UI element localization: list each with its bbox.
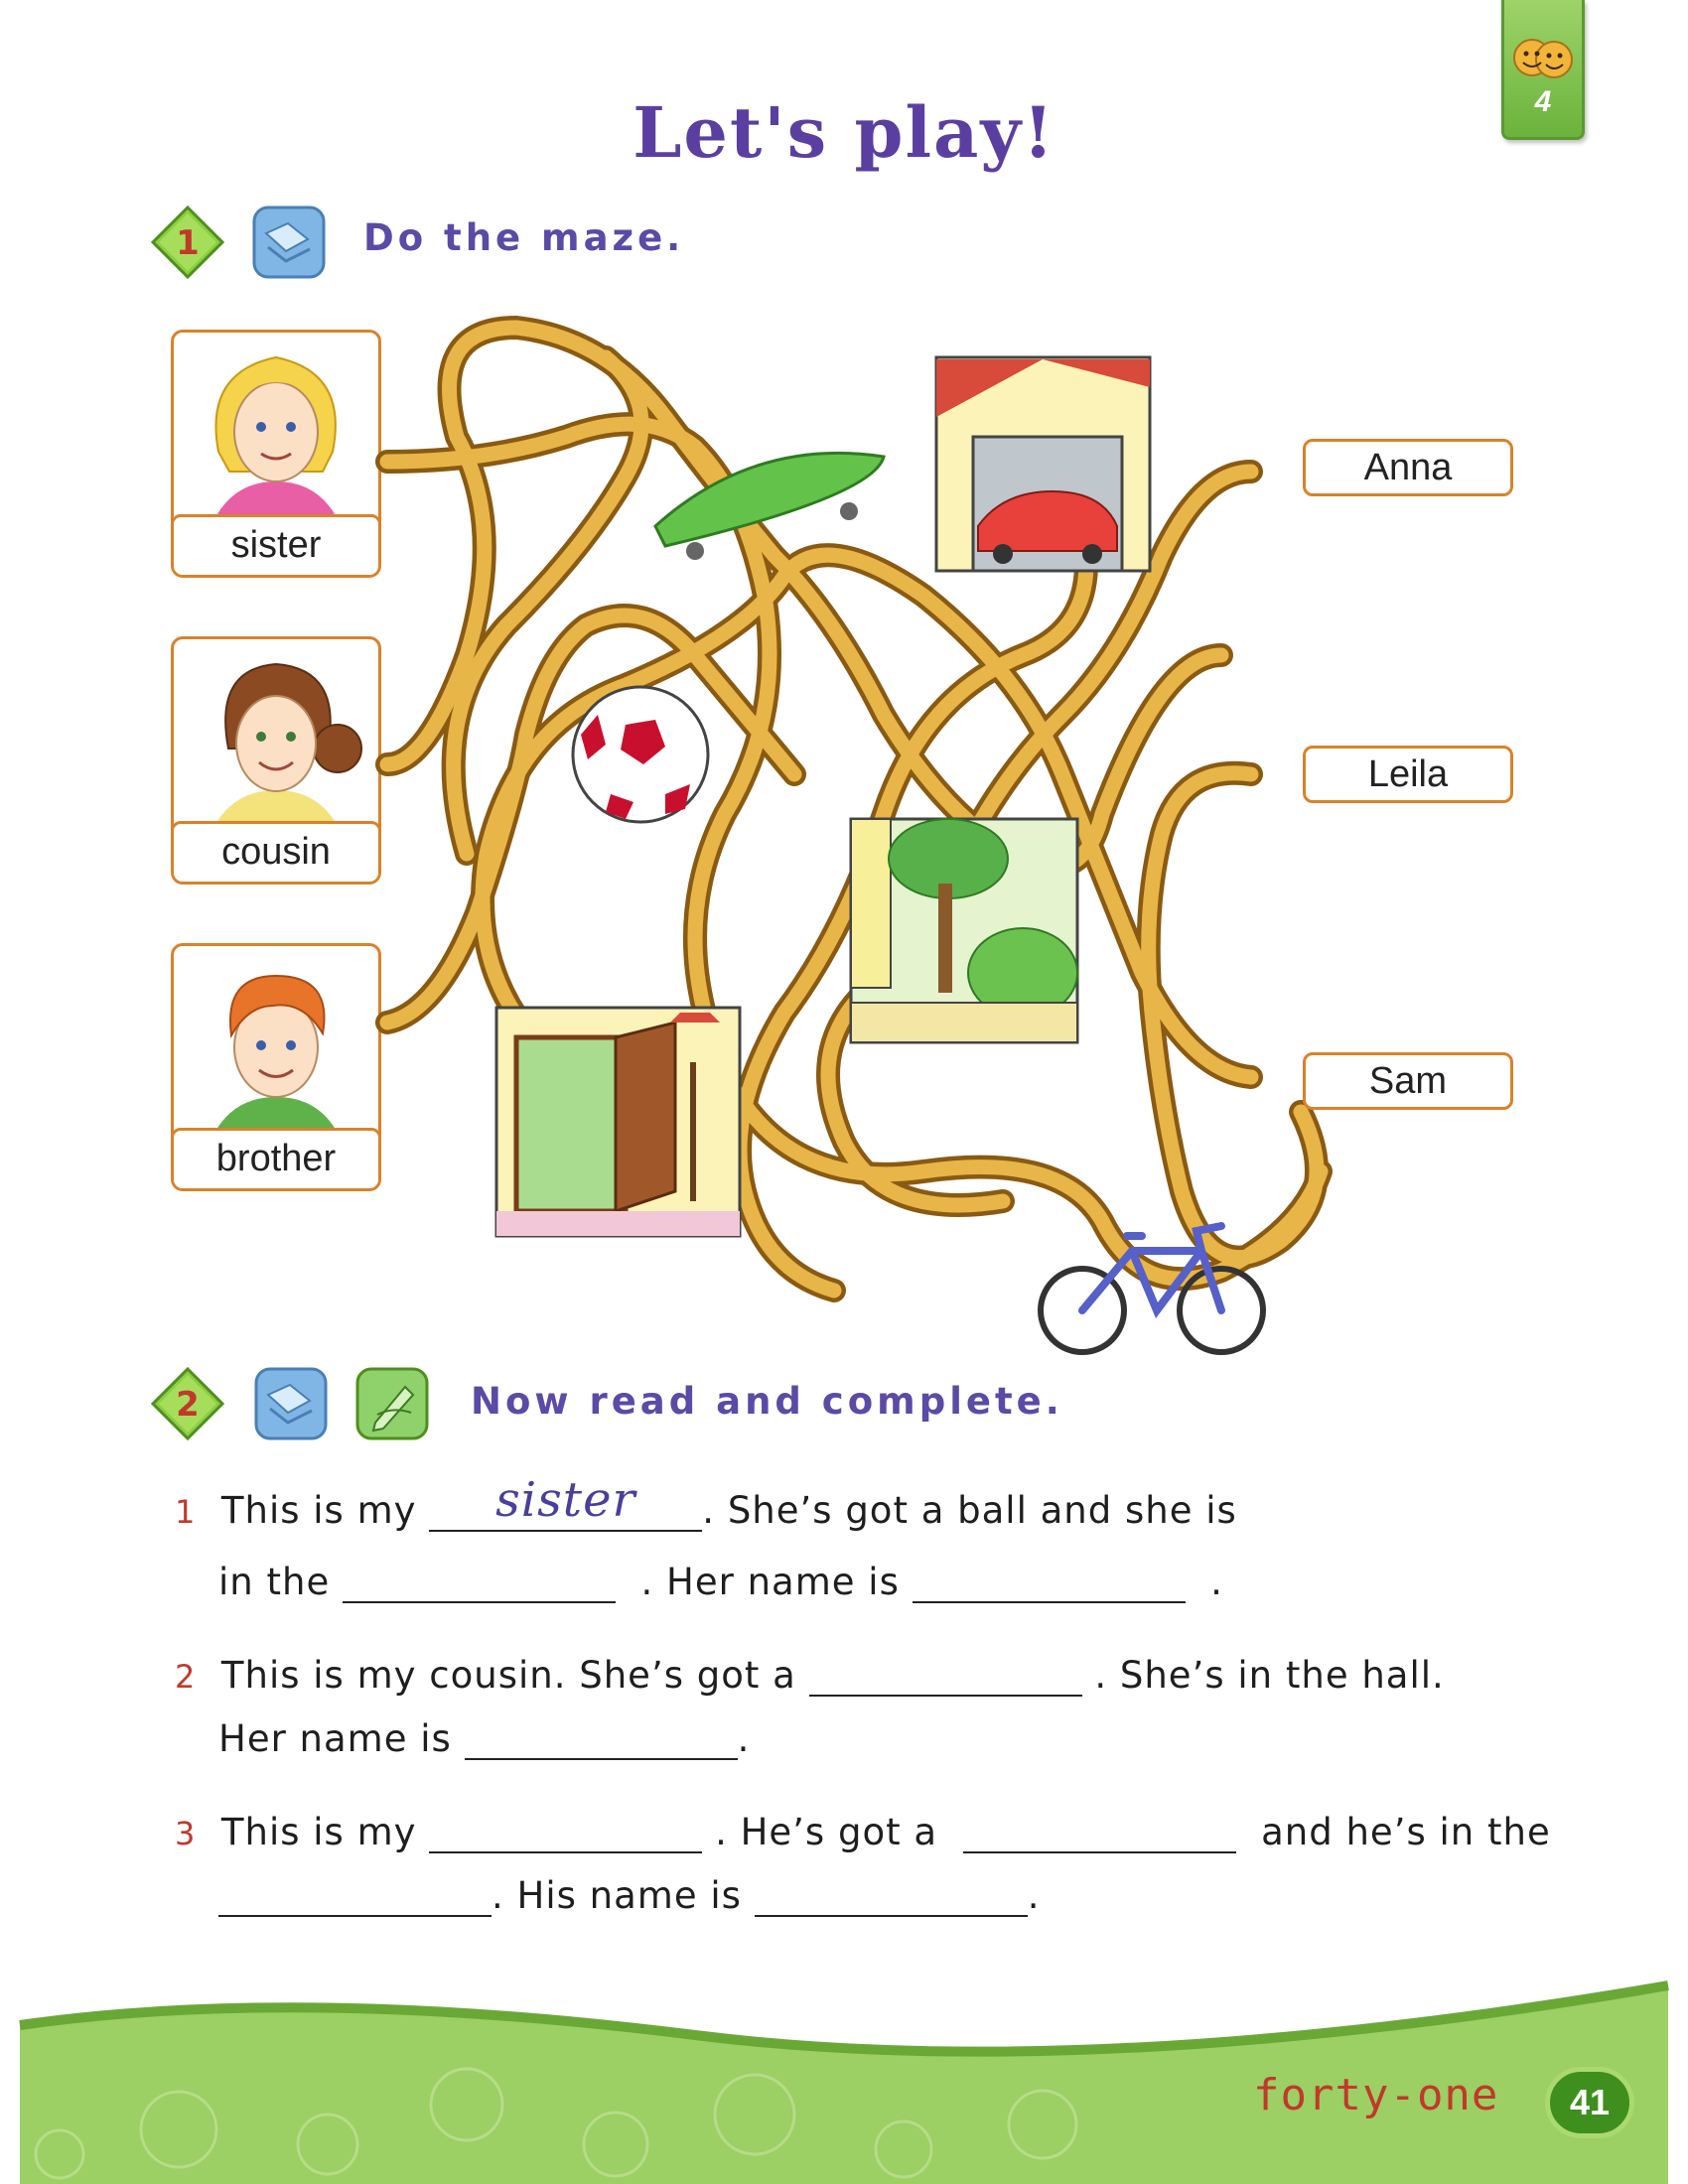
exercise-1-number: 1 <box>176 223 200 263</box>
answer-blank[interactable] <box>218 1879 492 1917</box>
sentence-text: This is my cousin. She’s got a <box>220 1654 796 1697</box>
hall-picture <box>496 1008 740 1236</box>
name-box-leila: Leila <box>1303 746 1513 803</box>
item-number: 1 <box>175 1493 197 1531</box>
answer-blank[interactable] <box>429 1816 702 1853</box>
sentence-text: . Her name is <box>640 1561 900 1603</box>
sentence-text: . <box>1027 1874 1041 1917</box>
answer-blank[interactable] <box>465 1722 738 1760</box>
exercise-1-badge <box>149 204 226 281</box>
card-label-sister: sister <box>171 514 381 578</box>
sentence-text: . <box>737 1717 751 1760</box>
answer-blank[interactable] <box>963 1816 1236 1853</box>
pencil-icon <box>353 1365 431 1442</box>
sentence-text: This is my <box>220 1811 417 1853</box>
sentence-text: This is my <box>220 1489 417 1532</box>
sentence-1-line-2 <box>218 1561 1223 1603</box>
card-brother <box>171 943 381 1191</box>
card-cousin <box>171 636 381 885</box>
sentence-3-line-1 <box>175 1811 1551 1853</box>
answer-blank[interactable] <box>913 1566 1186 1603</box>
page-number-badge: 41 <box>1545 2067 1634 2138</box>
sentence-3-line-2 <box>218 1874 1040 1917</box>
exercise-2-instruction: Now read and complete. <box>471 1380 1063 1423</box>
exercise-2-badge <box>149 1365 226 1442</box>
garage-picture <box>936 357 1150 571</box>
sentence-2-line-1 <box>175 1654 1445 1697</box>
card-label-cousin: cousin <box>171 821 381 885</box>
girl-brunette-portrait <box>174 639 378 828</box>
answer-blank[interactable] <box>809 1659 1082 1697</box>
page-number-words: forty-one <box>1253 2070 1499 2120</box>
answer-blank[interactable] <box>343 1566 616 1603</box>
handwritten-answer: sister <box>495 1472 636 1528</box>
unit-number: 4 <box>1534 85 1552 118</box>
name-box-sam: Sam <box>1303 1052 1513 1110</box>
sentence-text: and he’s in the <box>1261 1811 1551 1853</box>
girl-blonde-portrait <box>174 333 378 521</box>
smiley-faces-icon <box>1510 34 1576 81</box>
sentence-2-line-2 <box>218 1717 750 1760</box>
maze-illustration <box>367 298 1370 1410</box>
item-number: 3 <box>175 1815 197 1852</box>
answer-blank[interactable] <box>755 1879 1028 1917</box>
sentence-1-line-1 <box>175 1472 1237 1532</box>
book-icon <box>250 204 328 281</box>
sentence-text: . She’s got a ball and she is <box>702 1489 1237 1532</box>
exercise-2-number: 2 <box>176 1385 200 1425</box>
sentence-text: . He’s got a <box>715 1811 938 1853</box>
sentence-text: in the <box>218 1561 331 1603</box>
card-sister <box>171 330 381 578</box>
sentence-text: . His name is <box>492 1874 742 1917</box>
answer-blank[interactable] <box>429 1472 702 1532</box>
garden-picture <box>851 819 1077 1042</box>
page-title: Let's play! <box>633 91 1055 174</box>
book-icon <box>252 1365 330 1442</box>
football-picture <box>573 687 708 822</box>
card-label-brother: brother <box>171 1128 381 1191</box>
sentence-text: . <box>1210 1561 1223 1603</box>
item-number: 2 <box>175 1658 197 1696</box>
exercise-1-instruction: Do the maze. <box>363 216 685 259</box>
boy-redhead-portrait <box>174 946 378 1135</box>
name-box-anna: Anna <box>1303 439 1513 496</box>
sentence-text: . She’s in the hall. <box>1094 1654 1445 1697</box>
sentence-text: Her name is <box>218 1717 452 1760</box>
